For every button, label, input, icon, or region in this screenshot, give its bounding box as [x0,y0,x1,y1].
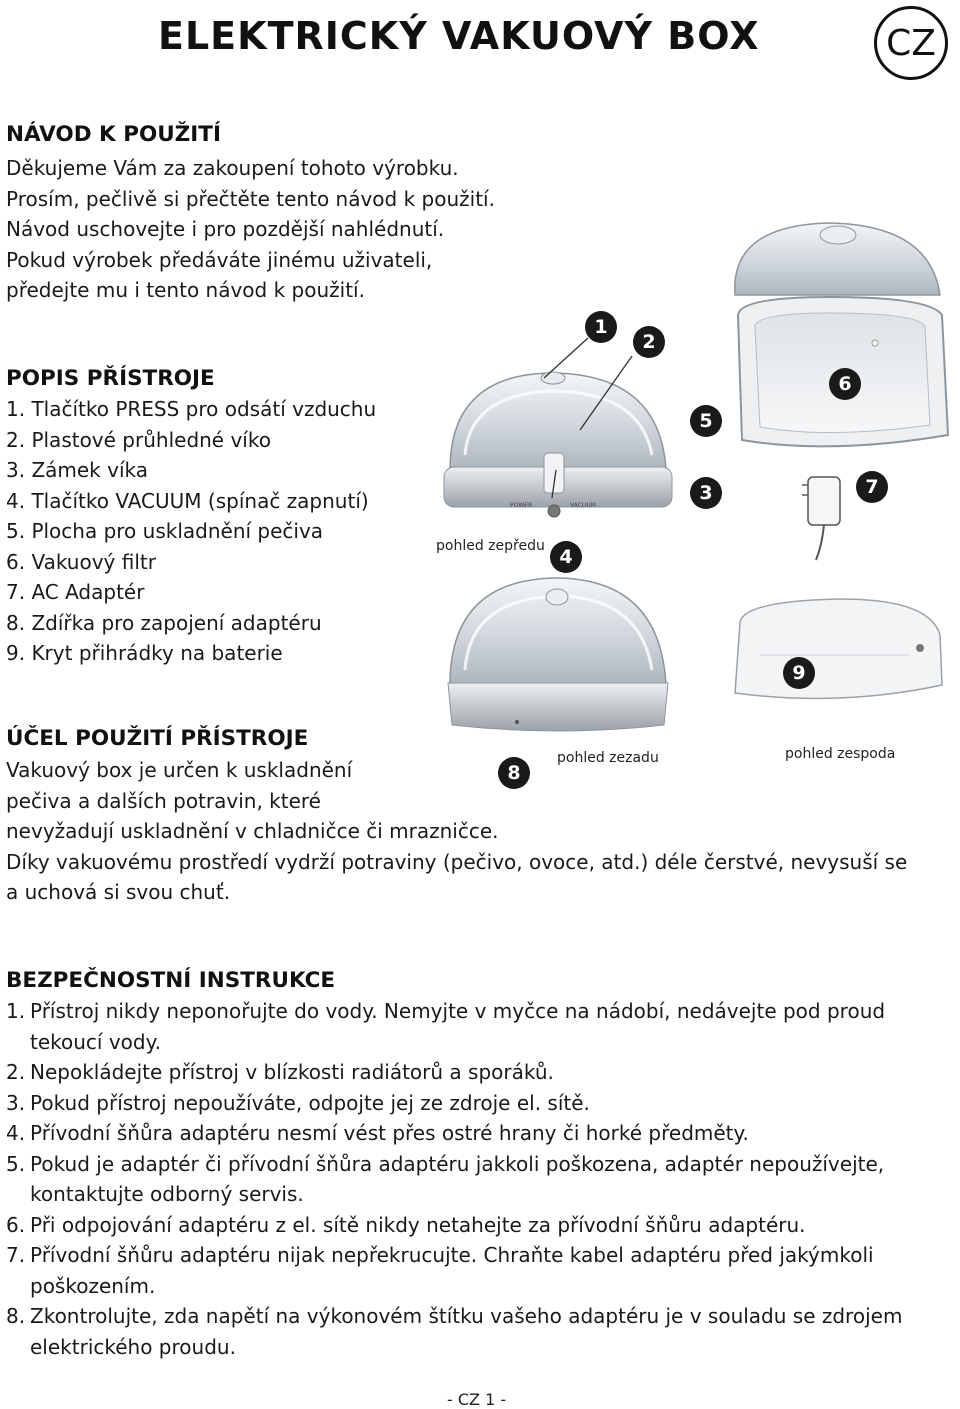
safety-item-text: Přívodní šňůru adaptéru nijak nepřekrucujte. Chraňte kabel adaptéru před jakýmkoli [30,1243,874,1267]
safety-item-text: tekoucí vody. [30,1029,161,1054]
page-number: - CZ 1 - [447,1390,507,1409]
marker-9: 9 [783,657,815,689]
marker-8: 8 [498,757,530,789]
part-item: 3. Zámek víka [6,458,149,482]
safety-item-number: 5. [6,1151,26,1176]
safety-item-text: Pokud přístroj nepoužíváte, odpojte jej ze zdroje el. sítě. [30,1090,590,1115]
bottom-view-box [735,599,942,698]
manual-line: Návod uschovejte i pro pozdější nahlédnutí. [6,217,445,241]
safety-item-text: kontaktujte odborný servis. [30,1182,304,1206]
marker-3: 3 [690,477,722,509]
part-item: 7. AC Adaptér [6,580,145,604]
safety-item [6,1118,960,1149]
back-view-box [448,578,668,731]
caption-back-view: pohled zezadu [557,750,659,766]
caption-front-view: pohled zepředu [436,538,545,554]
leader-lines [540,320,640,500]
manual-text [6,153,495,306]
safety-item-text: Zkontrolujte, zda napětí na výkonovém štítku vašeho adaptéru je v souladu se zdrojem [30,1304,903,1328]
safety-item [6,1088,960,1119]
safety-item [6,1210,960,1241]
description-heading: POPIS PŘÍSTROJE [6,366,215,391]
safety-item [6,1301,960,1362]
part-item: 6. Vakuový filtr [6,549,156,574]
caption-bottom-view: pohled zespoda [785,746,896,762]
manual-heading: NÁVOD K POUŽITÍ [6,122,221,147]
part-item: 4. Tlačítko VACUUM (spínač zapnutí) [6,488,369,513]
purpose-line: pečiva a dalších potravin, které [6,788,321,813]
part-item: 2. Plastové průhledné víko [6,427,271,452]
safety-item-number: 6. [6,1212,26,1237]
safety-item-number: 7. [6,1243,26,1267]
open-box-top-view [735,223,948,446]
safety-item-number: 3. [6,1090,26,1115]
safety-item [6,996,960,1057]
marker-7: 7 [856,471,888,503]
safety-heading: BEZPEČNOSTNÍ INSTRUKCE [6,968,336,993]
marker-5: 5 [690,405,722,437]
part-item: 9. Kryt přihrádky na baterie [6,641,283,665]
safety-item-text: Nepokládejte přístroj v blízkosti radiátorů a sporáků. [30,1060,554,1084]
safety-item-text: elektrického proudu. [30,1334,236,1359]
page-title: ELEKTRICKÝ VAKUOVÝ BOX [158,14,760,58]
part-item: 8. Zdířka pro zapojení adaptéru [6,610,322,635]
manual-line: Pokud výrobek předáváte jinému uživateli, [6,247,433,272]
parts-list [6,394,376,669]
manual-line: předejte mu i tento návod k použití. [6,278,365,302]
vacuum-label: VACUUM [570,502,596,509]
safety-item-number: 8. [6,1304,26,1328]
safety-item [6,1057,960,1088]
safety-item-text: Přístroj nikdy neponořujte do vody. Nemyjte v myčce na nádobí, nedávejte pod proud [30,999,886,1023]
safety-item [6,1240,960,1301]
purpose-line: nevyžadují uskladnění v chladničce či mrazničce. [6,819,499,843]
marker-6: 6 [829,368,861,400]
safety-item-number: 4. [6,1121,26,1145]
safety-item-text: Pokud je adaptér či přívodní šňůra adaptéru jakkoli poškozena, adaptér nepoužívejte, [30,1151,885,1176]
safety-item-number: 2. [6,1060,26,1084]
marker-1: 1 [585,311,617,343]
purpose-line: Vakuový box je určen k uskladnění [6,758,353,782]
power-label: POWER [510,502,533,509]
part-item: 1. Tlačítko PRESS pro odsátí vzduchu [6,397,377,421]
manual-line: Prosím, pečlivě si přečtěte tento návod k použití. [6,186,495,211]
part-item: 5. Plocha pro uskladnění pečiva [6,519,324,543]
ac-adapter [802,477,840,560]
safety-item-number: 1. [6,999,26,1023]
safety-item [6,1149,960,1210]
language-badge: CZ [874,6,948,80]
safety-list [6,996,960,1362]
marker-4: 4 [550,541,582,573]
purpose-heading: ÚČEL POUŽITÍ PŘÍSTROJE [6,726,309,751]
purpose-line: a uchová si svou chuť. [6,880,231,904]
purpose-line: Díky vakuovému prostředí vydrží potraviny (pečivo, ovoce, atd.) déle čerstvé, nevysuší se [6,849,908,874]
marker-2: 2 [633,326,665,358]
purpose-text [6,755,907,908]
safety-item-text: Při odpojování adaptéru z el. sítě nikdy netahejte za přívodní šňůru adaptéru. [30,1212,806,1237]
manual-line: Děkujeme Vám za zakoupení tohoto výrobku. [6,156,459,180]
safety-item-text: poškozením. [30,1273,156,1298]
safety-item-text: Přívodní šňůra adaptéru nesmí vést přes ostré hrany či horké předměty. [30,1121,749,1145]
